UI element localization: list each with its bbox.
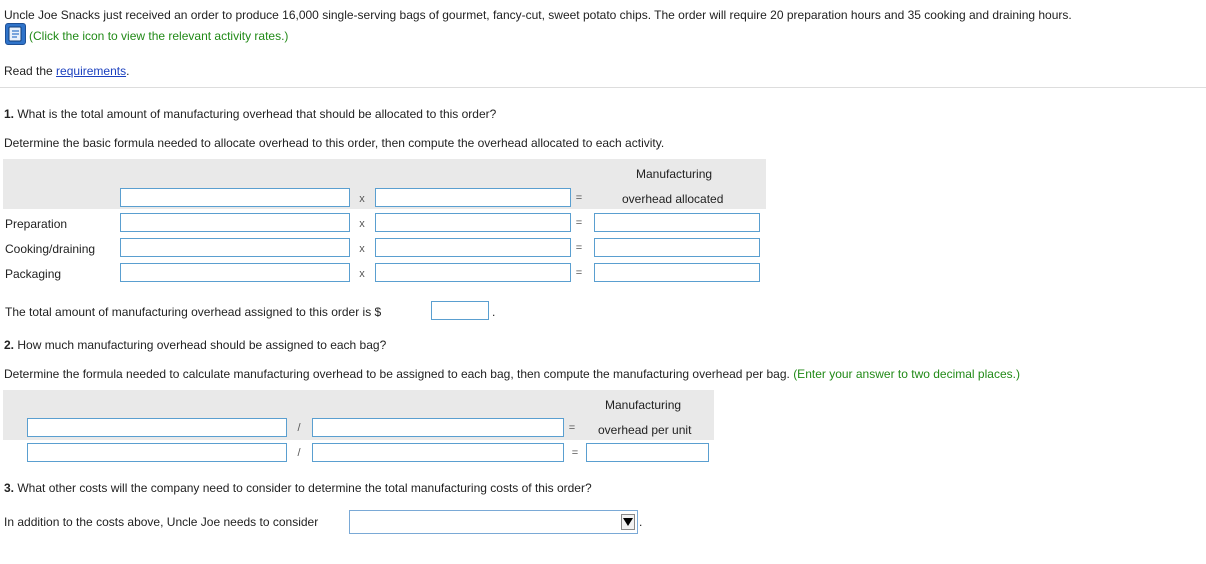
q2-instruction-text: Determine the formula needed to calculate manufacturing overhead to be assigned to each bag, then compute the manufacturing overhead per bag. xyxy=(4,367,794,381)
read-suffix: . xyxy=(126,64,130,78)
preparation-quantity-input[interactable] xyxy=(375,213,571,232)
q3-prefix: In addition to the costs above, Uncle Joe needs to consider xyxy=(4,515,319,529)
section-divider xyxy=(0,87,1206,88)
book-icon[interactable] xyxy=(5,23,26,45)
other-costs-dropdown[interactable] xyxy=(349,510,638,534)
equals-sign: = xyxy=(575,192,583,204)
equals-sign: = xyxy=(575,242,583,254)
equals-sign: = xyxy=(571,447,579,459)
preparation-rate-input[interactable] xyxy=(120,213,350,232)
q2-question xyxy=(4,338,386,352)
q3-question-text: What other costs will the company need to consider to determine the total manufacturing costs of this order? xyxy=(14,481,592,495)
multiply-sign: x xyxy=(359,268,365,280)
q1-number: 1. xyxy=(4,107,15,121)
q2-number: 2. xyxy=(4,338,15,352)
divide-sign: / xyxy=(297,422,301,434)
multiply-sign: x xyxy=(359,218,365,230)
q2-numerator-value-input[interactable] xyxy=(27,443,287,462)
q2-question-text: How much manufacturing overhead should be assigned to each bag? xyxy=(14,338,387,352)
multiply-sign: x xyxy=(359,243,365,255)
dropdown-arrow-icon[interactable] xyxy=(621,514,635,530)
packaging-rate-input[interactable] xyxy=(120,263,350,282)
q2-formula-denominator-input[interactable] xyxy=(312,418,564,437)
q3-number: 3. xyxy=(4,481,15,495)
preparation-overhead-input[interactable] xyxy=(594,213,760,232)
q3-suffix: . xyxy=(639,515,643,529)
packaging-overhead-input[interactable] xyxy=(594,263,760,282)
q1-question-text: What is the total amount of manufacturing overhead that should be allocated to this order? xyxy=(14,107,497,121)
q2-header-line2: overhead per unit xyxy=(598,423,692,437)
row-label-preparation: Preparation xyxy=(5,217,68,231)
cooking-draining-rate-input[interactable] xyxy=(120,238,350,257)
q1-question xyxy=(4,107,496,121)
q2-denominator-value-input[interactable] xyxy=(312,443,564,462)
divide-sign: / xyxy=(297,447,301,459)
equals-sign: = xyxy=(575,267,583,279)
q1-header-line1: Manufacturing xyxy=(636,167,713,181)
q1-instruction: Determine the basic formula needed to allocate overhead to this order, then compute the overhead allocated to each activity. xyxy=(4,136,665,150)
read-prefix: Read the xyxy=(4,64,57,78)
row-label-cooking-draining: Cooking/draining xyxy=(5,242,96,256)
equals-sign: = xyxy=(568,422,576,434)
q2-header-line1: Manufacturing xyxy=(605,398,682,412)
multiply-sign: x xyxy=(359,193,365,205)
q1-formula-right-input[interactable] xyxy=(375,188,571,207)
cooking-draining-quantity-input[interactable] xyxy=(375,238,571,257)
requirements-link[interactable]: requirements xyxy=(56,64,127,78)
row-label-packaging: Packaging xyxy=(5,267,62,281)
total-overhead-text: The total amount of manufacturing overhead assigned to this order is $ xyxy=(5,305,382,319)
equals-sign: = xyxy=(575,217,583,229)
activity-rates-hint: (Click the icon to view the relevant activity rates.) xyxy=(29,29,289,43)
q2-formula-numerator-input[interactable] xyxy=(27,418,287,437)
cooking-draining-overhead-input[interactable] xyxy=(594,238,760,257)
q3-question xyxy=(4,481,592,495)
overhead-per-unit-input[interactable] xyxy=(586,443,709,462)
decimal-places-hint: (Enter your answer to two decimal places.) xyxy=(793,367,1020,381)
q2-instruction xyxy=(4,367,1020,381)
packaging-quantity-input[interactable] xyxy=(375,263,571,282)
total-overhead-input[interactable] xyxy=(431,301,489,320)
total-overhead-suffix: . xyxy=(492,305,496,319)
problem-statement: Uncle Joe Snacks just received an order to produce 16,000 single-serving bags of gourmet, fancy-cut, sweet potato chips. The order will require 20 preparation hours and 35 cooking and draining hours. xyxy=(4,8,1072,22)
q1-formula-left-input[interactable] xyxy=(120,188,350,207)
read-requirements-line xyxy=(4,64,129,78)
q1-header-line2: overhead allocated xyxy=(622,192,724,206)
